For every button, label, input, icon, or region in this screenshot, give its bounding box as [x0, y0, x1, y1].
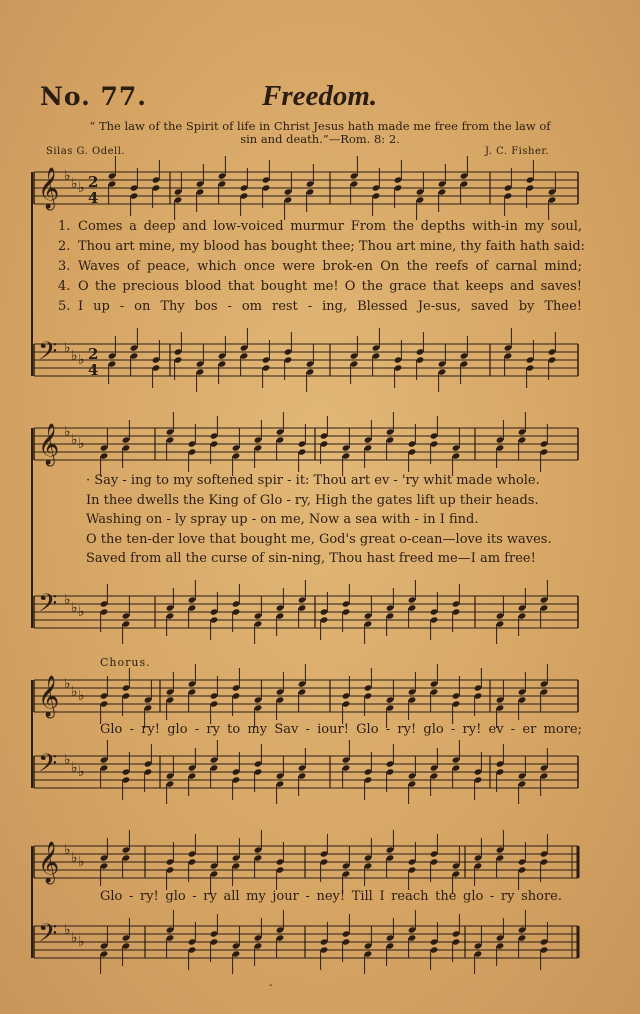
flat-icon: ♭: [71, 348, 78, 364]
time-signature: 4: [88, 189, 99, 207]
treble-clef-icon: 𝄞: [38, 842, 60, 883]
flat-icon: ♭: [64, 592, 71, 608]
verse-line: Washing on - ly spray up - on me, Now a sea with - in I find.: [86, 512, 479, 527]
treble-clef-icon: 𝄞: [38, 424, 60, 465]
composer-credit: J. C. Fisher.: [485, 146, 550, 157]
scripture-line-1: “ The law of the Spirit of life in Christ Jesus hath made me free from the law of: [89, 119, 551, 133]
author-credit: Silas G. Odell.: [46, 146, 126, 157]
flat-icon: ♭: [64, 676, 71, 692]
flat-icon: ♭: [78, 604, 85, 620]
verse-line: · Say - ing to my softened spir - it: Thou art ev - 'ry whit made whole.: [86, 473, 540, 488]
flat-icon: ♭: [64, 424, 71, 440]
chorus-line-1: Glo - ry! glo - ry to my Sav - iour! Glo - ry! glo - ry! ev - er more;: [100, 722, 582, 737]
chorus-line-2: Glo - ry! glo - ry all my jour - ney! Till I reach the glo - ry shore.: [100, 889, 562, 904]
verse-line: 1. Comes a deep and low-voiced murmur From the depths with-in my soul,: [58, 219, 582, 234]
bass-clef-icon: 𝄢: [38, 337, 58, 372]
verse-line: 3. Waves of peace, which once were brok-en On the reefs of carnal mind;: [58, 259, 582, 274]
flat-icon: ♭: [71, 432, 78, 448]
flat-icon: ♭: [71, 684, 78, 700]
page-mark: -: [269, 980, 273, 991]
verse-line: O the ten-der love that bought me, God's great o-cean—love its waves.: [86, 531, 552, 547]
verse-line: In thee dwells the King of Glo - ry, High the gates lift up their heads.: [86, 492, 539, 508]
verses-part-2: [86, 471, 582, 569]
bass-clef-icon: 𝄢: [38, 589, 58, 624]
time-signature: 2: [88, 345, 99, 363]
flat-icon: ♭: [71, 850, 78, 866]
flat-icon: ♭: [64, 922, 71, 938]
treble-clef-icon: 𝄞: [38, 676, 60, 717]
verse-line: 2. Thou art mine, my blood has bought thee; Thou art mine, thy faith hath said:: [58, 239, 586, 254]
flat-icon: ♭: [64, 842, 71, 858]
flat-icon: ♭: [64, 168, 71, 184]
flat-icon: ♭: [78, 688, 85, 704]
flat-icon: ♭: [78, 436, 85, 452]
flat-icon: ♭: [78, 180, 85, 196]
hymn-number: No. 77.: [40, 82, 147, 111]
bass-clef-icon: 𝄢: [38, 749, 58, 784]
verse-line: Saved from all the curse of sin-ning, Thou hast freed me—I am free!: [86, 551, 536, 566]
treble-clef-icon: 𝄞: [38, 168, 60, 209]
flat-icon: ♭: [64, 340, 71, 356]
verses-part-1: [58, 217, 586, 317]
flat-icon: ♭: [78, 764, 85, 780]
flat-icon: ♭: [71, 930, 78, 946]
bass-clef-icon: 𝄢: [38, 919, 58, 954]
time-signature: 2: [88, 173, 99, 191]
verse-line: 5. I up - on Thy bos - om rest - ing, Blessed Je-sus, saved by Thee!: [58, 299, 582, 314]
flat-icon: ♭: [71, 600, 78, 616]
chorus-label: Chorus.: [100, 656, 151, 669]
time-signature: 4: [88, 361, 99, 379]
flat-icon: ♭: [71, 176, 78, 192]
flat-icon: ♭: [78, 934, 85, 950]
hymn-title: Freedom.: [262, 80, 378, 112]
verse-line: 4. O the precious blood that bought me! O the grace that keeps and saves!: [58, 279, 582, 294]
flat-icon: ♭: [64, 752, 71, 768]
scripture-line-2: sin and death.”—Rom. 8: 2.: [240, 132, 400, 146]
flat-icon: ♭: [78, 352, 85, 368]
flat-icon: ♭: [71, 760, 78, 776]
flat-icon: ♭: [78, 854, 85, 870]
